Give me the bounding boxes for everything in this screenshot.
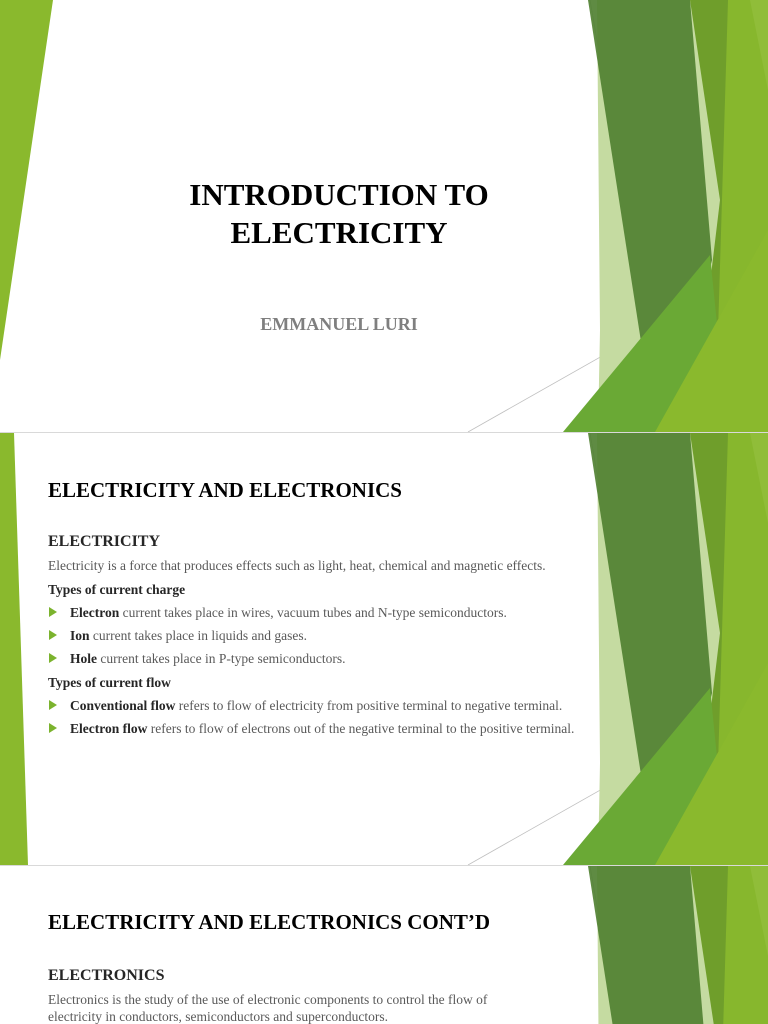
description: current takes place in P-type semiconductors. [97,651,346,666]
slide-title: ELECTRICITY AND ELECTRONICS CONT’D [48,910,491,934]
charge-types-list [48,604,588,667]
slide-content [48,533,588,743]
description: refers to flow of electrons out of the negative terminal to the positive terminal. [147,721,575,736]
title-line-1: INTRODUCTION TO [189,177,489,212]
slide-3 [0,866,768,1024]
slide-2 [0,433,768,865]
bullet-arrow-icon [49,653,57,663]
list-item [48,604,588,621]
slide-content [48,967,538,1024]
description: current takes place in liquids and gases. [89,628,307,643]
description: refers to flow of electricity from positive terminal to negative terminal. [175,698,563,713]
electronics-definition: Electronics is the study of the use of electronic components to control the flow of electricity in conductors, semiconductors and superconductors. [48,992,488,1024]
bullet-arrow-icon [49,607,57,617]
bullet-arrow-icon [49,630,57,640]
section-subtitle: ELECTRONICS [48,967,165,984]
flow-types-list [48,697,588,737]
list-item [48,627,588,644]
term: Ion [70,628,90,643]
author-name: EMMANUEL LURI [260,314,418,334]
flow-types-heading: Types of current flow [48,675,171,690]
title-line-2: ELECTRICITY [230,215,448,250]
slide-title: ELECTRICITY AND ELECTRONICS [48,478,402,502]
term: Conventional flow [70,698,176,713]
list-item [48,650,588,667]
list-item [48,697,588,714]
electricity-definition: Electricity is a force that produces effects such as light, heat, chemical and magnetic effects. [48,558,546,573]
bullet-arrow-icon [49,700,57,710]
presentation-title [150,176,528,252]
term: Electron flow [70,721,148,736]
description: current takes place in wires, vacuum tubes and N-type semiconductors. [119,605,507,620]
slide-1 [0,0,768,432]
charge-types-heading: Types of current charge [48,582,186,597]
term: Hole [70,651,97,666]
bullet-arrow-icon [49,723,57,733]
section-subtitle: ELECTRICITY [48,533,161,550]
term: Electron [70,605,120,620]
list-item [48,720,588,737]
